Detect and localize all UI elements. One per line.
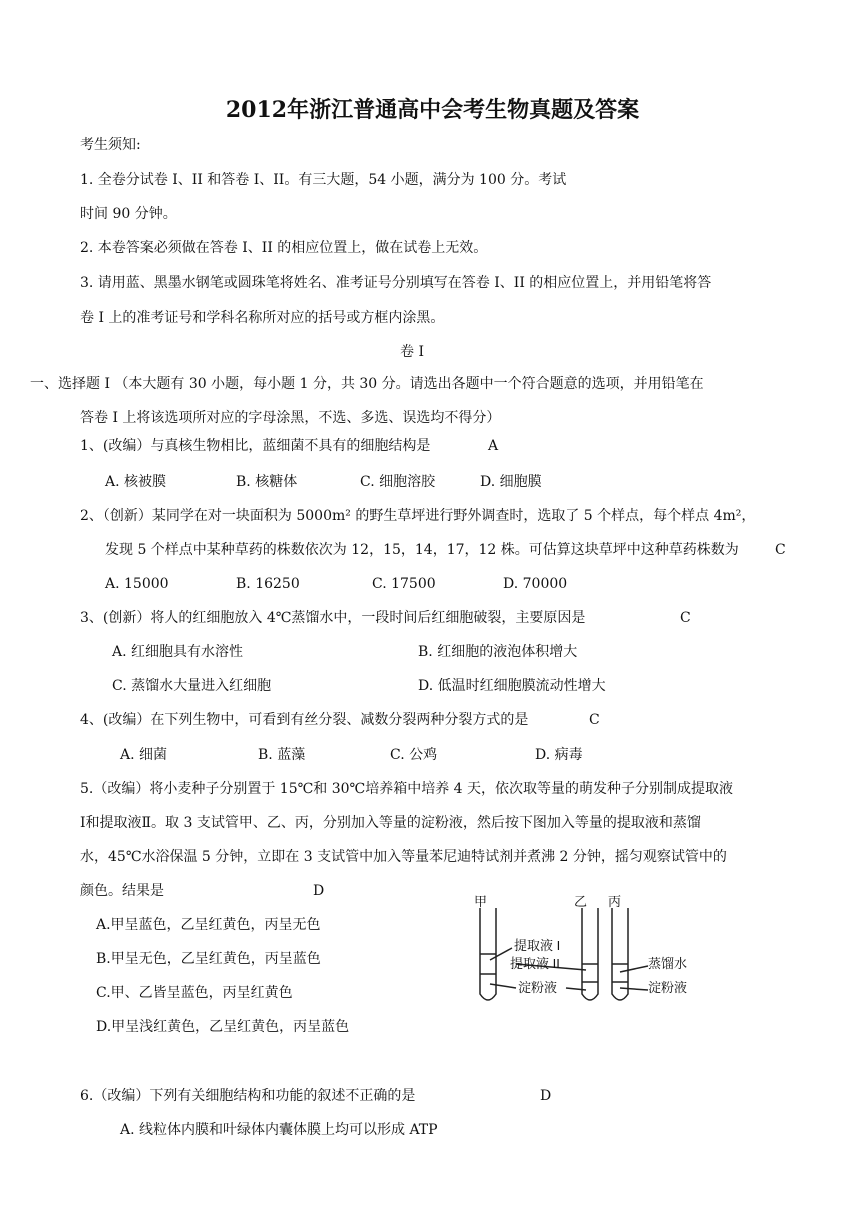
section-title: 卷 I <box>400 344 424 360</box>
test-tube-figure <box>470 894 702 1012</box>
label-starch-2: 淀粉液 <box>648 980 688 995</box>
q5-stem: 5.（改编）将小麦种子分别置于 15℃和 30℃培养箱中培养 4 天，依次取等量的萌发种子分别制成提取液 <box>80 781 734 797</box>
q6-answer: D <box>540 1088 552 1104</box>
label-distilled-water: 蒸馏水 <box>648 956 688 971</box>
q1-stem: 1、(改编）与真核生物相比，蓝细菌不具有的细胞结构是 <box>80 438 431 454</box>
q2-option-c: C. 17500 <box>372 576 436 592</box>
notice-item-3: 3. 请用蓝、黑墨水钢笔或圆珠笔将姓名、准考证号分别填写在答卷 I、II 的相应位置上，并用铅笔将答 <box>80 275 712 291</box>
q5-stem-cont-1: Ⅰ和提取液Ⅱ。取 3 支试管甲、乙、丙，分别加入等量的淀粉液，然后按下图加入等量的提取液和蒸馏 <box>80 815 701 831</box>
q1-option-a: A. 核被膜 <box>105 474 167 490</box>
q4-option-d: D. 病毒 <box>535 747 583 763</box>
label-extract-1: 提取液 I <box>514 938 561 953</box>
part1-heading: 一、选择题 I （本大题有 30 小题，每小题 1 分，共 30 分。请选出各题中一个符合题意的选项，并用铅笔在 <box>30 376 704 392</box>
q1-answer: A <box>488 438 499 454</box>
notice-item-1: 1. 全卷分试卷 I、II 和答卷 I、II。有三大题，54 小题，满分为 100 分。考试 <box>80 172 567 188</box>
q4-stem: 4、(改编）在下列生物中，可看到有丝分裂、减数分裂两种分裂方式的是 <box>80 712 529 728</box>
notice-heading: 考生须知: <box>80 137 141 153</box>
q4-option-b: B. 蓝藻 <box>258 747 306 763</box>
q2-answer: C <box>775 542 786 558</box>
q6-stem: 6.（改编）下列有关细胞结构和功能的叙述不正确的是 <box>80 1088 416 1104</box>
q2-option-b: B. 16250 <box>236 576 300 592</box>
tube-label-bing: 丙 <box>608 894 622 909</box>
q4-option-c: C. 公鸡 <box>390 747 438 763</box>
label-extract-2: 提取液 II <box>510 956 560 971</box>
notice-item-3-cont: 卷 I 上的准考证号和学科名称所对应的括号或方框内涂黑。 <box>80 310 445 326</box>
label-starch: 淀粉液 <box>518 980 558 995</box>
q3-option-a: A. 红细胞具有水溶性 <box>112 644 244 660</box>
q4-option-a: A. 细菌 <box>120 747 168 763</box>
q1-option-d: D. 细胞膜 <box>480 474 542 490</box>
q3-answer: C <box>680 610 691 626</box>
q3-option-b: B. 红细胞的液泡体积增大 <box>418 644 578 660</box>
q3-option-d: D. 低温时红细胞膜流动性增大 <box>418 678 606 694</box>
q5-stem-cont-3: 颜色。结果是 <box>80 883 164 899</box>
q5-option-d: D.甲呈浅红黄色，乙呈红黄色，丙呈蓝色 <box>96 1019 350 1035</box>
tube-yi <box>582 908 598 1000</box>
q3-stem: 3、(创新）将人的红细胞放入 4℃蒸馏水中，一段时间后红细胞破裂，主要原因是 <box>80 610 586 626</box>
q1-option-c: C. 细胞溶胶 <box>360 474 436 490</box>
q5-stem-cont-2: 水，45℃水浴保温 5 分钟，立即在 3 支试管中加入等量苯尼迪特试剂并煮沸 2 分钟，摇匀观察试管中的 <box>80 849 727 865</box>
tube-label-yi: 乙 <box>574 894 588 909</box>
page-title: 2012年浙江普通高中会考生物真题及答案 <box>225 97 640 123</box>
q3-option-c: C. 蒸馏水大量进入红细胞 <box>112 678 272 694</box>
q2-option-d: D. 70000 <box>503 576 568 592</box>
q5-option-a: A.甲呈蓝色，乙呈红黄色，丙呈无色 <box>96 917 321 933</box>
q4-answer: C <box>589 712 600 728</box>
q2-option-a: A. 15000 <box>105 576 169 592</box>
notice-item-2: 2. 本卷答案必须做在答卷 I、II 的相应位置上，做在试卷上无效。 <box>80 240 488 256</box>
tube-label-jia: 甲 <box>474 894 488 909</box>
q5-option-c: C.甲、乙皆呈蓝色，丙呈红黄色 <box>96 985 293 1001</box>
notice-item-1-cont: 时间 90 分钟。 <box>80 206 177 222</box>
tube-bing <box>612 908 628 1000</box>
part1-heading-cont: 答卷 I 上将该选项所对应的字母涂黑，不选、多选、误选均不得分） <box>80 410 501 426</box>
q1-option-b: B. 核糖体 <box>236 474 298 490</box>
q2-stem-cont: 发现 5 个样点中某种草药的株数依次为 12，15，14，17，12 株。可估算这块草坪中这种草药株数为 <box>105 542 739 558</box>
q5-option-b: B.甲呈无色，乙呈红黄色，丙呈蓝色 <box>96 951 321 967</box>
q6-option-a: A. 线粒体内膜和叶绿体内囊体膜上均可以形成 ATP <box>120 1122 438 1138</box>
q5-answer: D <box>313 883 325 899</box>
q2-stem: 2、（创新）某同学在对一块面积为 5000m² 的野生草坪进行野外调查时，选取了 5 个样点，每个样点 4m²， <box>80 508 756 524</box>
